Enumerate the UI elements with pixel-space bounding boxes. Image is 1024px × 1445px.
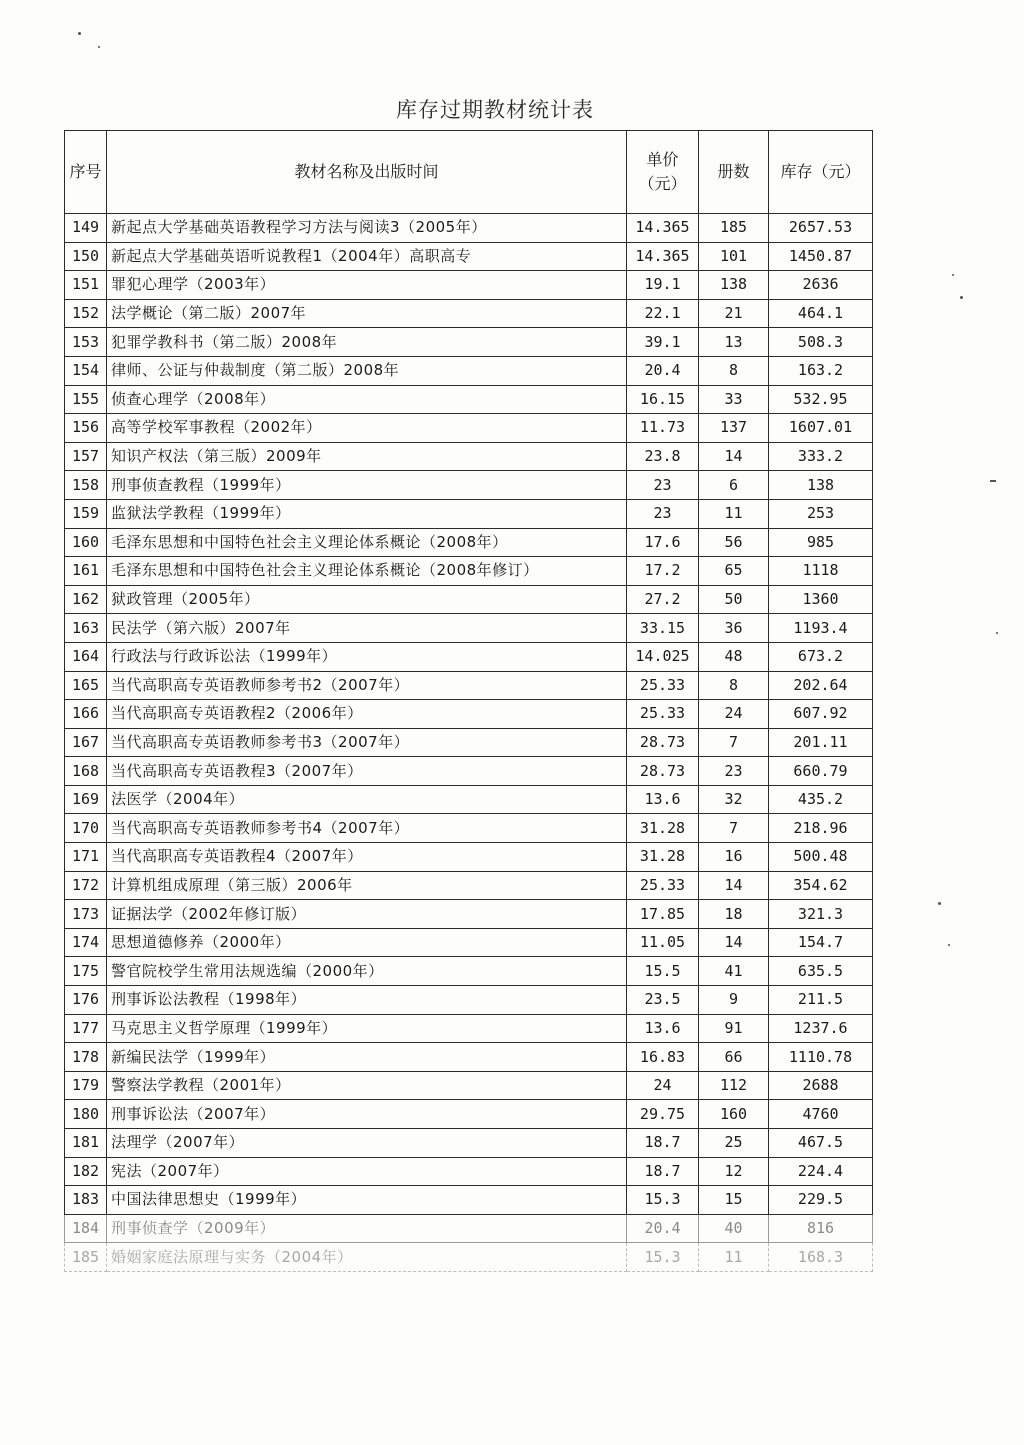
row-stock-cell: 635.5 xyxy=(769,957,873,986)
table-row xyxy=(65,671,873,700)
row-qty-cell: 101 xyxy=(699,242,769,271)
row-price-cell: 20.4 xyxy=(627,356,699,385)
row-stock-cell: 1237.6 xyxy=(769,1014,873,1043)
row-price-cell: 17.85 xyxy=(627,900,699,929)
table-row xyxy=(65,585,873,614)
row-stock-cell: 201.11 xyxy=(769,728,873,757)
table-row xyxy=(65,471,873,500)
row-qty-cell: 18 xyxy=(699,900,769,929)
row-seq-cell: 163 xyxy=(65,614,107,643)
row-name-cell: 高等学校军事教程（2002年） xyxy=(107,414,627,443)
row-seq-cell: 157 xyxy=(65,442,107,471)
row-qty-cell: 33 xyxy=(699,385,769,414)
row-name-cell: 新起点大学基础英语教程学习方法与阅读3（2005年） xyxy=(107,214,627,243)
row-name-cell: 中国法律思想史（1999年） xyxy=(107,1186,627,1215)
row-qty-cell: 25 xyxy=(699,1129,769,1158)
row-stock-cell: 2657.53 xyxy=(769,214,873,243)
row-price-cell: 16.83 xyxy=(627,1043,699,1072)
row-stock-cell: 154.7 xyxy=(769,928,873,957)
row-qty-cell: 160 xyxy=(699,1100,769,1129)
row-qty-cell: 8 xyxy=(699,356,769,385)
row-seq-cell: 154 xyxy=(65,356,107,385)
table-row xyxy=(65,1071,873,1100)
row-stock-cell: 354.62 xyxy=(769,871,873,900)
row-seq-cell: 178 xyxy=(65,1043,107,1072)
page-title: 库存过期教材统计表 xyxy=(396,98,594,122)
row-stock-cell: 253 xyxy=(769,499,873,528)
table-row xyxy=(65,356,873,385)
table-row xyxy=(65,700,873,729)
row-stock-cell: 660.79 xyxy=(769,757,873,786)
row-name-cell: 行政法与行政诉讼法（1999年） xyxy=(107,642,627,671)
row-price-cell: 14.365 xyxy=(627,214,699,243)
row-price-cell: 31.28 xyxy=(627,814,699,843)
row-qty-cell: 14 xyxy=(699,928,769,957)
scan-speck xyxy=(990,480,996,482)
row-seq-cell: 183 xyxy=(65,1186,107,1215)
row-price-cell: 20.4 xyxy=(627,1214,699,1243)
row-seq-cell: 184 xyxy=(65,1214,107,1243)
row-qty-cell: 40 xyxy=(699,1214,769,1243)
row-price-cell: 19.1 xyxy=(627,271,699,300)
table-row xyxy=(65,414,873,443)
row-price-cell: 14.365 xyxy=(627,242,699,271)
row-price-cell: 11.73 xyxy=(627,414,699,443)
row-name-cell: 当代高职高专英语教师参考书4（2007年） xyxy=(107,814,627,843)
row-name-cell: 刑事侦查学（2009年） xyxy=(107,1214,627,1243)
row-qty-cell: 14 xyxy=(699,871,769,900)
row-seq-cell: 175 xyxy=(65,957,107,986)
row-qty-cell: 32 xyxy=(699,785,769,814)
row-name-cell: 当代高职高专英语教师参考书2（2007年） xyxy=(107,671,627,700)
row-stock-cell: 211.5 xyxy=(769,986,873,1015)
row-seq-cell: 172 xyxy=(65,871,107,900)
header-qty: 册数 xyxy=(699,131,769,214)
header-price xyxy=(627,131,699,214)
row-qty-cell: 7 xyxy=(699,728,769,757)
row-price-cell: 24 xyxy=(627,1071,699,1100)
table-row xyxy=(65,1157,873,1186)
table-row xyxy=(65,1129,873,1158)
row-qty-cell: 12 xyxy=(699,1157,769,1186)
table-row xyxy=(65,1043,873,1072)
row-stock-cell: 202.64 xyxy=(769,671,873,700)
row-price-cell: 13.6 xyxy=(627,785,699,814)
row-price-cell: 28.73 xyxy=(627,757,699,786)
row-stock-cell: 321.3 xyxy=(769,900,873,929)
row-price-cell: 25.33 xyxy=(627,700,699,729)
row-qty-cell: 7 xyxy=(699,814,769,843)
row-price-cell: 17.2 xyxy=(627,557,699,586)
row-price-cell: 11.05 xyxy=(627,928,699,957)
row-name-cell: 当代高职高专英语教程3（2007年） xyxy=(107,757,627,786)
row-price-cell: 15.3 xyxy=(627,1186,699,1215)
row-price-cell: 23.5 xyxy=(627,986,699,1015)
row-qty-cell: 41 xyxy=(699,957,769,986)
row-price-cell: 18.7 xyxy=(627,1157,699,1186)
row-stock-cell: 816 xyxy=(769,1214,873,1243)
table-row xyxy=(65,442,873,471)
table-row xyxy=(65,871,873,900)
row-stock-cell: 138 xyxy=(769,471,873,500)
row-stock-cell: 163.2 xyxy=(769,356,873,385)
row-seq-cell: 152 xyxy=(65,299,107,328)
row-qty-cell: 14 xyxy=(699,442,769,471)
row-qty-cell: 50 xyxy=(699,585,769,614)
row-seq-cell: 182 xyxy=(65,1157,107,1186)
scan-speck xyxy=(960,296,963,299)
row-qty-cell: 11 xyxy=(699,1243,769,1272)
row-name-cell: 知识产权法（第三版）2009年 xyxy=(107,442,627,471)
header-seq: 序号 xyxy=(65,131,107,214)
table-row xyxy=(65,214,873,243)
row-price-cell: 28.73 xyxy=(627,728,699,757)
row-price-cell: 29.75 xyxy=(627,1100,699,1129)
header-stock: 库存（元） xyxy=(769,131,873,214)
row-name-cell: 律师、公证与仲裁制度（第二版）2008年 xyxy=(107,356,627,385)
row-name-cell: 刑事诉讼法教程（1998年） xyxy=(107,986,627,1015)
row-name-cell: 警察法学教程（2001年） xyxy=(107,1071,627,1100)
row-seq-cell: 156 xyxy=(65,414,107,443)
scan-speck xyxy=(98,46,100,48)
row-qty-cell: 13 xyxy=(699,328,769,357)
row-stock-cell: 4760 xyxy=(769,1100,873,1129)
row-seq-cell: 166 xyxy=(65,700,107,729)
row-seq-cell: 153 xyxy=(65,328,107,357)
table-row xyxy=(65,299,873,328)
row-name-cell: 当代高职高专英语教程2（2006年） xyxy=(107,700,627,729)
row-name-cell: 侦查心理学（2008年） xyxy=(107,385,627,414)
table-row xyxy=(65,900,873,929)
scan-speck xyxy=(78,32,81,35)
row-name-cell: 马克思主义哲学原理（1999年） xyxy=(107,1014,627,1043)
table-row xyxy=(65,1186,873,1215)
row-name-cell: 警官院校学生常用法规选编（2000年） xyxy=(107,957,627,986)
row-qty-cell: 65 xyxy=(699,557,769,586)
row-price-cell: 23 xyxy=(627,471,699,500)
row-stock-cell: 1450.87 xyxy=(769,242,873,271)
row-seq-cell: 162 xyxy=(65,585,107,614)
row-qty-cell: 16 xyxy=(699,843,769,872)
row-price-cell: 15.3 xyxy=(627,1243,699,1272)
row-stock-cell: 607.92 xyxy=(769,700,873,729)
row-price-cell: 13.6 xyxy=(627,1014,699,1043)
row-stock-cell: 1110.78 xyxy=(769,1043,873,1072)
row-seq-cell: 171 xyxy=(65,843,107,872)
row-seq-cell: 158 xyxy=(65,471,107,500)
row-seq-cell: 151 xyxy=(65,271,107,300)
row-seq-cell: 168 xyxy=(65,757,107,786)
row-name-cell: 民法学（第六版）2007年 xyxy=(107,614,627,643)
row-name-cell: 法学概论（第二版）2007年 xyxy=(107,299,627,328)
table-row xyxy=(65,728,873,757)
row-stock-cell: 2688 xyxy=(769,1071,873,1100)
row-qty-cell: 137 xyxy=(699,414,769,443)
row-seq-cell: 185 xyxy=(65,1243,107,1272)
scan-speck xyxy=(996,632,998,634)
row-qty-cell: 11 xyxy=(699,499,769,528)
table-row xyxy=(65,785,873,814)
table-row xyxy=(65,328,873,357)
table-row xyxy=(65,642,873,671)
row-stock-cell: 435.2 xyxy=(769,785,873,814)
row-seq-cell: 173 xyxy=(65,900,107,929)
row-seq-cell: 169 xyxy=(65,785,107,814)
table-row xyxy=(65,1100,873,1129)
row-price-cell: 23.8 xyxy=(627,442,699,471)
row-name-cell: 法理学（2007年） xyxy=(107,1129,627,1158)
table-row xyxy=(65,614,873,643)
header-price-line1: 单价 xyxy=(646,150,679,169)
row-name-cell: 狱政管理（2005年） xyxy=(107,585,627,614)
row-price-cell: 33.15 xyxy=(627,614,699,643)
row-seq-cell: 179 xyxy=(65,1071,107,1100)
row-seq-cell: 149 xyxy=(65,214,107,243)
row-price-cell: 25.33 xyxy=(627,871,699,900)
row-seq-cell: 155 xyxy=(65,385,107,414)
row-seq-cell: 161 xyxy=(65,557,107,586)
row-qty-cell: 56 xyxy=(699,528,769,557)
row-qty-cell: 6 xyxy=(699,471,769,500)
row-name-cell: 监狱法学教程（1999年） xyxy=(107,499,627,528)
table-row xyxy=(65,843,873,872)
row-qty-cell: 24 xyxy=(699,700,769,729)
row-stock-cell: 532.95 xyxy=(769,385,873,414)
table-row xyxy=(65,986,873,1015)
row-stock-cell: 168.3 xyxy=(769,1243,873,1272)
row-seq-cell: 165 xyxy=(65,671,107,700)
row-name-cell: 证据法学（2002年修订版） xyxy=(107,900,627,929)
row-price-cell: 16.15 xyxy=(627,385,699,414)
row-stock-cell: 1360 xyxy=(769,585,873,614)
row-qty-cell: 112 xyxy=(699,1071,769,1100)
row-stock-cell: 224.4 xyxy=(769,1157,873,1186)
row-seq-cell: 167 xyxy=(65,728,107,757)
row-name-cell: 毛泽东思想和中国特色社会主义理论体系概论（2008年） xyxy=(107,528,627,557)
row-qty-cell: 48 xyxy=(699,642,769,671)
row-name-cell: 毛泽东思想和中国特色社会主义理论体系概论（2008年修订） xyxy=(107,557,627,586)
row-qty-cell: 15 xyxy=(699,1186,769,1215)
row-seq-cell: 181 xyxy=(65,1129,107,1158)
row-stock-cell: 229.5 xyxy=(769,1186,873,1215)
table-row xyxy=(65,928,873,957)
row-name-cell: 新起点大学基础英语听说教程1（2004年）高职高专 xyxy=(107,242,627,271)
row-seq-cell: 160 xyxy=(65,528,107,557)
scan-speck xyxy=(948,944,950,946)
row-stock-cell: 1607.01 xyxy=(769,414,873,443)
row-qty-cell: 66 xyxy=(699,1043,769,1072)
row-name-cell: 思想道德修养（2000年） xyxy=(107,928,627,957)
row-seq-cell: 180 xyxy=(65,1100,107,1129)
row-name-cell: 犯罪学教科书（第二版）2008年 xyxy=(107,328,627,357)
table-row xyxy=(65,271,873,300)
table-row xyxy=(65,557,873,586)
row-name-cell: 法医学（2004年） xyxy=(107,785,627,814)
row-name-cell: 婚姻家庭法原理与实务（2004年） xyxy=(107,1243,627,1272)
row-name-cell: 罪犯心理学（2003年） xyxy=(107,271,627,300)
row-name-cell: 刑事诉讼法（2007年） xyxy=(107,1100,627,1129)
row-stock-cell: 500.48 xyxy=(769,843,873,872)
table-row xyxy=(65,1214,873,1243)
table-row xyxy=(65,528,873,557)
row-name-cell: 计算机组成原理（第三版）2006年 xyxy=(107,871,627,900)
row-name-cell: 当代高职高专英语教程4（2007年） xyxy=(107,843,627,872)
table-row xyxy=(65,957,873,986)
row-price-cell: 22.1 xyxy=(627,299,699,328)
row-stock-cell: 508.3 xyxy=(769,328,873,357)
row-stock-cell: 464.1 xyxy=(769,299,873,328)
row-qty-cell: 91 xyxy=(699,1014,769,1043)
row-price-cell: 17.6 xyxy=(627,528,699,557)
table-row xyxy=(65,242,873,271)
header-price-line2: （元） xyxy=(638,174,687,193)
row-price-cell: 14.025 xyxy=(627,642,699,671)
row-qty-cell: 23 xyxy=(699,757,769,786)
row-seq-cell: 164 xyxy=(65,642,107,671)
row-stock-cell: 673.2 xyxy=(769,642,873,671)
row-seq-cell: 159 xyxy=(65,499,107,528)
table-body xyxy=(65,214,873,1272)
row-qty-cell: 9 xyxy=(699,986,769,1015)
table-row xyxy=(65,814,873,843)
row-price-cell: 15.5 xyxy=(627,957,699,986)
table-row xyxy=(65,757,873,786)
row-name-cell: 刑事侦查教程（1999年） xyxy=(107,471,627,500)
row-qty-cell: 36 xyxy=(699,614,769,643)
row-qty-cell: 138 xyxy=(699,271,769,300)
row-price-cell: 25.33 xyxy=(627,671,699,700)
row-stock-cell: 218.96 xyxy=(769,814,873,843)
row-seq-cell: 177 xyxy=(65,1014,107,1043)
inventory-table xyxy=(64,130,873,1272)
row-qty-cell: 185 xyxy=(699,214,769,243)
row-stock-cell: 467.5 xyxy=(769,1129,873,1158)
row-name-cell: 宪法（2007年） xyxy=(107,1157,627,1186)
row-stock-cell: 985 xyxy=(769,528,873,557)
row-qty-cell: 21 xyxy=(699,299,769,328)
row-seq-cell: 176 xyxy=(65,986,107,1015)
row-price-cell: 23 xyxy=(627,499,699,528)
table-row xyxy=(65,499,873,528)
table-row xyxy=(65,1243,873,1272)
row-seq-cell: 174 xyxy=(65,928,107,957)
row-price-cell: 39.1 xyxy=(627,328,699,357)
header-name: 教材名称及出版时间 xyxy=(107,131,627,214)
row-price-cell: 31.28 xyxy=(627,843,699,872)
row-stock-cell: 1193.4 xyxy=(769,614,873,643)
row-stock-cell: 333.2 xyxy=(769,442,873,471)
scan-speck xyxy=(938,902,941,905)
row-stock-cell: 2636 xyxy=(769,271,873,300)
row-name-cell: 当代高职高专英语教师参考书3（2007年） xyxy=(107,728,627,757)
table-row xyxy=(65,385,873,414)
row-seq-cell: 170 xyxy=(65,814,107,843)
row-price-cell: 18.7 xyxy=(627,1129,699,1158)
scan-speck xyxy=(952,274,954,276)
row-price-cell: 27.2 xyxy=(627,585,699,614)
row-qty-cell: 8 xyxy=(699,671,769,700)
row-name-cell: 新编民法学（1999年） xyxy=(107,1043,627,1072)
row-seq-cell: 150 xyxy=(65,242,107,271)
table-row xyxy=(65,1014,873,1043)
table-header-row xyxy=(65,131,873,214)
row-stock-cell: 1118 xyxy=(769,557,873,586)
